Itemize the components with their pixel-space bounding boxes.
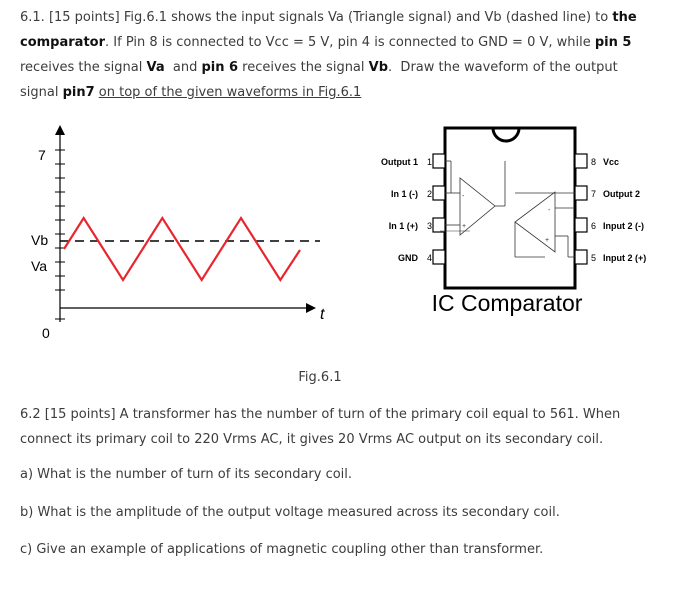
pin-7-label: Output 2 (603, 189, 640, 199)
q2-line-2: connect its primary coil to 220 Vrms AC, it gives 20 Vrms AC output on its secondary coil. (20, 432, 604, 447)
q1-bold-pin6: pin 6 (201, 60, 239, 75)
pin-1-label: Output 1 (381, 157, 418, 167)
y-axis-arrow-icon (55, 125, 65, 135)
q1-bold-comparator: comparator (20, 35, 106, 50)
pin-1-number: 1 (427, 157, 433, 167)
pin-2-number: 2 (427, 189, 433, 199)
figure-caption: Fig.6.1 (298, 370, 342, 385)
q2-line-1: 6.2 [15 points] A transformer has the number of turn of the primary coil equal to 561. When (20, 407, 621, 422)
question-6-2-b: b) What is the amplitude of the output voltage measured across its secondary coil. (20, 505, 560, 520)
y-top-label: 7 (38, 147, 46, 163)
pin-4-number: 4 (427, 253, 433, 263)
q1-bold-the: the (612, 10, 637, 25)
q1-underlined-text: on top of the given waveforms in Fig.6.1 (98, 85, 362, 100)
question-6-1 (20, 5, 660, 105)
q1-text-8: signal (20, 85, 63, 100)
pin-7-number: 7 (591, 189, 597, 199)
pin-6-label: Input 2 (-) (603, 221, 644, 231)
pin-3-label: In 1 (+) (388, 221, 418, 231)
q1-bold-pin5: pin 5 (594, 35, 632, 50)
origin-label: 0 (42, 325, 50, 341)
t-label: t (320, 306, 325, 323)
pin-8-label: Vcc (603, 157, 620, 167)
q1-text-3: . If Pin 8 is connected to Vcc = 5 V, pin 4 is connected to GND = 0 V, while (105, 35, 595, 50)
vb-label: Vb (31, 232, 49, 248)
q1-bold-va: Va (146, 60, 165, 75)
pin-5-number: 5 (591, 253, 597, 263)
pin-6-number: 6 (591, 221, 597, 231)
t-axis-arrow-icon (306, 303, 316, 313)
ic-title: IC Comparator (431, 290, 583, 316)
waveform-diagram (31, 125, 325, 341)
va-triangle-wave (64, 218, 300, 280)
ic-comparator-diagram (381, 128, 646, 316)
q1-text-4: receives the signal (20, 60, 147, 75)
question-6-2-a: a) What is the number of turn of its secondary coil. (20, 467, 353, 482)
question-6-2 (20, 402, 660, 452)
q1-text-7: . Draw the waveform of the output (388, 60, 618, 75)
op-amp-1-minus: - (462, 193, 465, 200)
op-amp-2-minus: - (548, 207, 551, 214)
q1-bold-vb: Vb (368, 60, 389, 75)
question-6-2-c: c) Give an example of applications of magnetic coupling other than transformer. (20, 542, 544, 557)
q1-bold-pin7: pin7 (62, 85, 95, 100)
pin-3-number: 3 (427, 221, 433, 231)
va-label: Va (31, 258, 48, 274)
op-amp-1-plus: + (462, 223, 467, 230)
q1-text-6: receives the signal (238, 60, 369, 75)
figure-6-1 (0, 120, 680, 360)
pin-5-label: Input 2 (+) (603, 253, 647, 263)
pin-8-number: 8 (591, 157, 597, 167)
pin-4-label: GND (398, 253, 418, 263)
q1-text-1: 6.1. [15 points] Fig.6.1 shows the input signals Va (Triangle signal) and Vb (dashed line) to (20, 10, 613, 25)
q1-text-5: and (164, 60, 202, 75)
pin-2-label: In 1 (-) (391, 189, 418, 199)
op-amp-2-plus: + (545, 237, 550, 244)
